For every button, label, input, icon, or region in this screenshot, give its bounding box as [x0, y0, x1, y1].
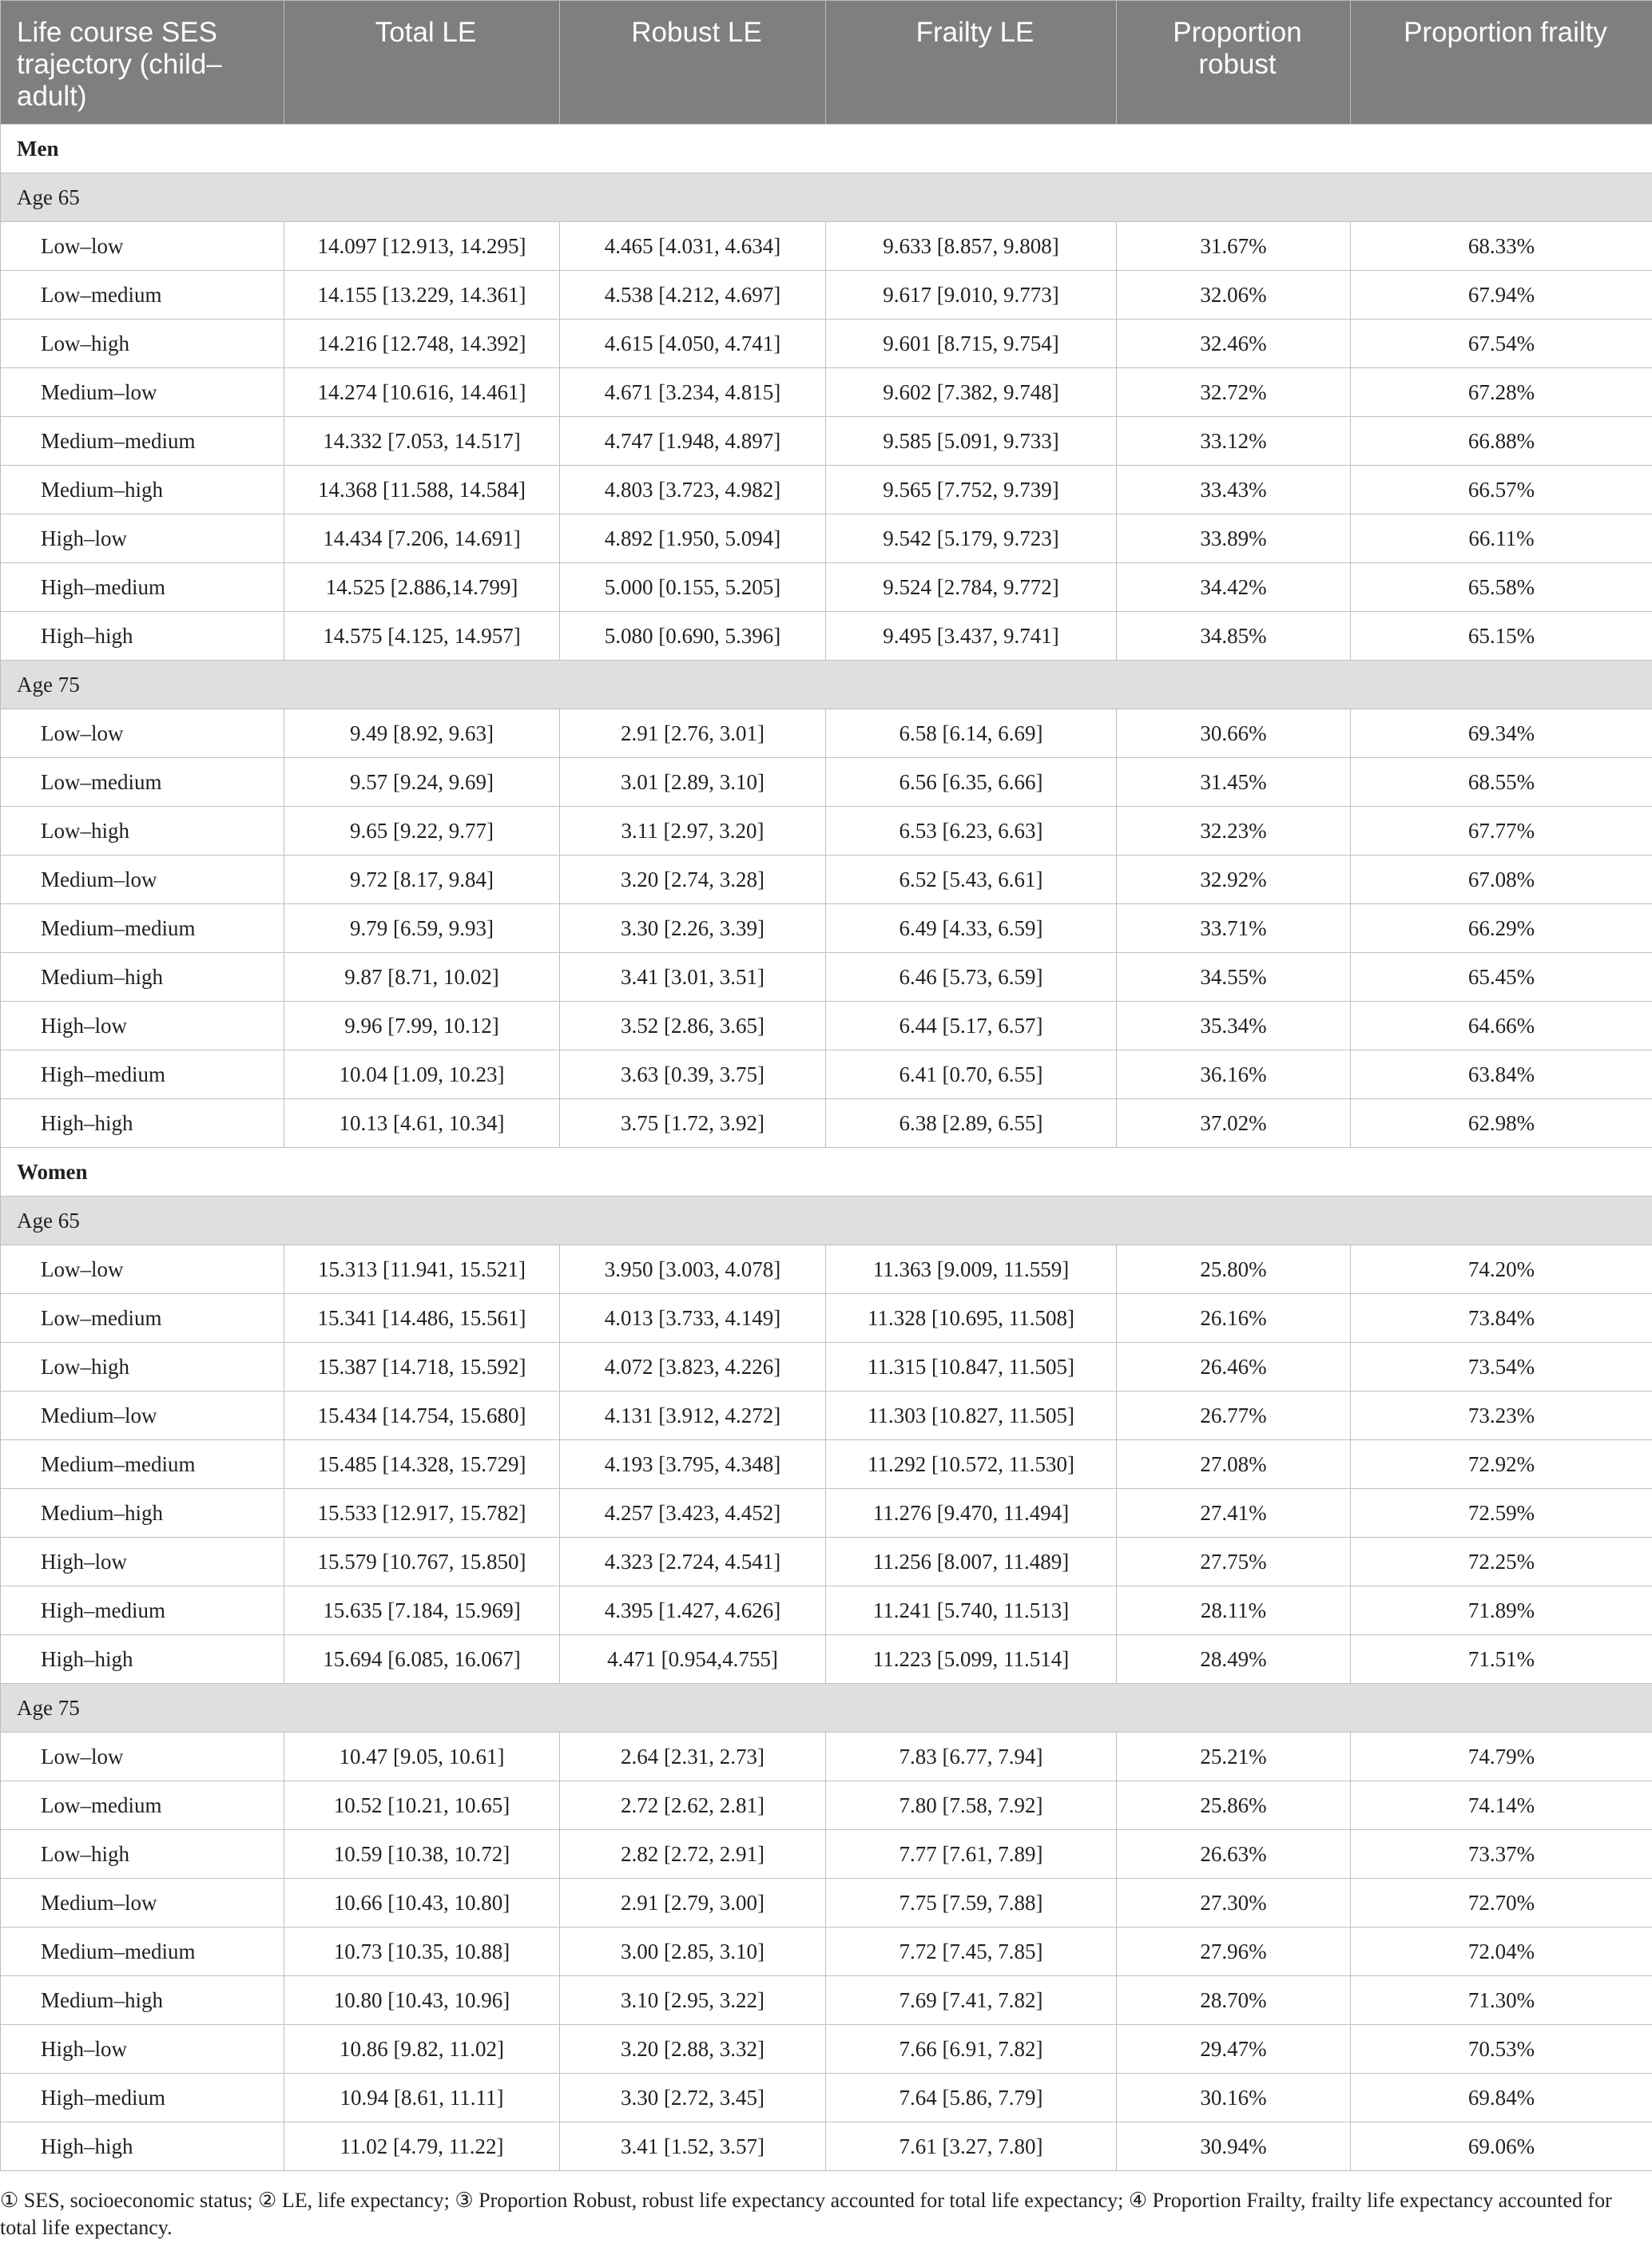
- table-row: [1, 1489, 1652, 1538]
- proportion-frailty-cell: 67.94%: [1351, 271, 1652, 320]
- robust-le-cell: 3.00 [2.85, 3.10]: [560, 1927, 826, 1976]
- trajectory-cell: Medium–high: [1, 466, 284, 514]
- proportion-frailty-cell: 73.84%: [1351, 1294, 1652, 1343]
- proportion-robust-cell: 28.49%: [1117, 1635, 1351, 1684]
- table-row: [1, 1586, 1652, 1635]
- total-le-cell: 9.57 [9.24, 9.69]: [284, 758, 560, 807]
- robust-le-cell: 3.11 [2.97, 3.20]: [560, 807, 826, 856]
- section-row: [1, 1148, 1652, 1197]
- frailty-le-cell: 9.617 [9.010, 9.773]: [826, 271, 1117, 320]
- total-le-cell: 10.52 [10.21, 10.65]: [284, 1781, 560, 1830]
- proportion-frailty-cell: 67.08%: [1351, 856, 1652, 904]
- robust-le-cell: 3.63 [0.39, 3.75]: [560, 1050, 826, 1099]
- frailty-le-cell: 9.601 [8.715, 9.754]: [826, 320, 1117, 368]
- robust-le-cell: 2.64 [2.31, 2.73]: [560, 1733, 826, 1781]
- trajectory-cell: Low–high: [1, 1830, 284, 1879]
- proportion-frailty-cell: 66.29%: [1351, 904, 1652, 953]
- frailty-le-cell: 6.38 [2.89, 6.55]: [826, 1099, 1117, 1148]
- table-row: [1, 904, 1652, 953]
- robust-le-cell: 4.395 [1.427, 4.626]: [560, 1586, 826, 1635]
- trajectory-cell: Medium–medium: [1, 417, 284, 466]
- total-le-cell: 9.49 [8.92, 9.63]: [284, 709, 560, 758]
- robust-le-cell: 4.323 [2.724, 4.541]: [560, 1538, 826, 1586]
- total-le-cell: 15.434 [14.754, 15.680]: [284, 1392, 560, 1440]
- frailty-le-cell: 7.83 [6.77, 7.94]: [826, 1733, 1117, 1781]
- trajectory-cell: Low–medium: [1, 758, 284, 807]
- robust-le-cell: 3.52 [2.86, 3.65]: [560, 1002, 826, 1050]
- proportion-frailty-cell: 65.58%: [1351, 563, 1652, 612]
- frailty-le-cell: 6.46 [5.73, 6.59]: [826, 953, 1117, 1002]
- total-le-cell: 10.13 [4.61, 10.34]: [284, 1099, 560, 1148]
- frailty-le-cell: 11.276 [9.470, 11.494]: [826, 1489, 1117, 1538]
- frailty-le-cell: 6.49 [4.33, 6.59]: [826, 904, 1117, 953]
- proportion-frailty-cell: 63.84%: [1351, 1050, 1652, 1099]
- total-le-cell: 9.96 [7.99, 10.12]: [284, 1002, 560, 1050]
- total-le-cell: 10.04 [1.09, 10.23]: [284, 1050, 560, 1099]
- frailty-le-cell: 7.64 [5.86, 7.79]: [826, 2074, 1117, 2122]
- robust-le-cell: 4.072 [3.823, 4.226]: [560, 1343, 826, 1392]
- proportion-frailty-cell: 72.92%: [1351, 1440, 1652, 1489]
- frailty-le-cell: 9.585 [5.091, 9.733]: [826, 417, 1117, 466]
- table-row: [1, 758, 1652, 807]
- proportion-frailty-cell: 67.28%: [1351, 368, 1652, 417]
- proportion-robust-cell: 34.55%: [1117, 953, 1351, 1002]
- frailty-le-cell: 9.565 [7.752, 9.739]: [826, 466, 1117, 514]
- robust-le-cell: 3.41 [3.01, 3.51]: [560, 953, 826, 1002]
- trajectory-cell: Low–high: [1, 807, 284, 856]
- proportion-frailty-cell: 71.89%: [1351, 1586, 1652, 1635]
- proportion-frailty-cell: 69.06%: [1351, 2122, 1652, 2171]
- table-row: [1, 1830, 1652, 1879]
- section-row: [1, 125, 1652, 173]
- table-row: [1, 320, 1652, 368]
- proportion-frailty-cell: 66.88%: [1351, 417, 1652, 466]
- robust-le-cell: 4.471 [0.954,4.755]: [560, 1635, 826, 1684]
- proportion-frailty-cell: 67.77%: [1351, 807, 1652, 856]
- frailty-le-cell: 6.53 [6.23, 6.63]: [826, 807, 1117, 856]
- robust-le-cell: 4.013 [3.733, 4.149]: [560, 1294, 826, 1343]
- robust-le-cell: 5.000 [0.155, 5.205]: [560, 563, 826, 612]
- trajectory-cell: Low–high: [1, 320, 284, 368]
- frailty-le-cell: 7.69 [7.41, 7.82]: [826, 1976, 1117, 2025]
- proportion-robust-cell: 32.92%: [1117, 856, 1351, 904]
- robust-le-cell: 4.803 [3.723, 4.982]: [560, 466, 826, 514]
- trajectory-cell: Medium–medium: [1, 904, 284, 953]
- frailty-le-cell: 9.524 [2.784, 9.772]: [826, 563, 1117, 612]
- proportion-frailty-cell: 72.04%: [1351, 1927, 1652, 1976]
- total-le-cell: 14.434 [7.206, 14.691]: [284, 514, 560, 563]
- age-group-label: Age 65: [1, 1197, 1652, 1245]
- table-row: [1, 1635, 1652, 1684]
- proportion-frailty-cell: 74.79%: [1351, 1733, 1652, 1781]
- proportion-robust-cell: 26.16%: [1117, 1294, 1351, 1343]
- table-row: [1, 1050, 1652, 1099]
- proportion-frailty-cell: 69.34%: [1351, 709, 1652, 758]
- total-le-cell: 9.87 [8.71, 10.02]: [284, 953, 560, 1002]
- table-row: [1, 1245, 1652, 1294]
- proportion-robust-cell: 32.46%: [1117, 320, 1351, 368]
- frailty-le-cell: 7.75 [7.59, 7.88]: [826, 1879, 1117, 1927]
- table-row: [1, 1343, 1652, 1392]
- table-row: [1, 953, 1652, 1002]
- proportion-frailty-cell: 72.70%: [1351, 1879, 1652, 1927]
- total-le-cell: 9.79 [6.59, 9.93]: [284, 904, 560, 953]
- robust-le-cell: 3.10 [2.95, 3.22]: [560, 1976, 826, 2025]
- trajectory-cell: Low–medium: [1, 1294, 284, 1343]
- header-proportion-frailty: Proportion frailty: [1351, 1, 1652, 125]
- trajectory-cell: Low–medium: [1, 1781, 284, 1830]
- proportion-robust-cell: 30.66%: [1117, 709, 1351, 758]
- table-row: [1, 514, 1652, 563]
- table-row: [1, 271, 1652, 320]
- table-row: [1, 1538, 1652, 1586]
- trajectory-cell: High–low: [1, 1002, 284, 1050]
- total-le-cell: 10.66 [10.43, 10.80]: [284, 1879, 560, 1927]
- robust-le-cell: 2.82 [2.72, 2.91]: [560, 1830, 826, 1879]
- total-le-cell: 11.02 [4.79, 11.22]: [284, 2122, 560, 2171]
- frailty-le-cell: 11.303 [10.827, 11.505]: [826, 1392, 1117, 1440]
- table-row: [1, 563, 1652, 612]
- trajectory-cell: High–medium: [1, 2074, 284, 2122]
- total-le-cell: 10.47 [9.05, 10.61]: [284, 1733, 560, 1781]
- total-le-cell: 10.94 [8.61, 11.11]: [284, 2074, 560, 2122]
- header-trajectory: Life course SES trajectory (child–adult): [1, 1, 284, 125]
- proportion-robust-cell: 29.47%: [1117, 2025, 1351, 2074]
- trajectory-cell: Medium–low: [1, 1879, 284, 1927]
- proportion-frailty-cell: 66.11%: [1351, 514, 1652, 563]
- header-row: [1, 1, 1652, 125]
- trajectory-cell: High–high: [1, 612, 284, 661]
- total-le-cell: 10.59 [10.38, 10.72]: [284, 1830, 560, 1879]
- robust-le-cell: 4.892 [1.950, 5.094]: [560, 514, 826, 563]
- trajectory-cell: Low–low: [1, 709, 284, 758]
- trajectory-cell: Medium–high: [1, 953, 284, 1002]
- robust-le-cell: 5.080 [0.690, 5.396]: [560, 612, 826, 661]
- frailty-le-cell: 9.495 [3.437, 9.741]: [826, 612, 1117, 661]
- frailty-le-cell: 6.44 [5.17, 6.57]: [826, 1002, 1117, 1050]
- header-robust-le: Robust LE: [560, 1, 826, 125]
- proportion-robust-cell: 25.80%: [1117, 1245, 1351, 1294]
- total-le-cell: 14.525 [2.886,14.799]: [284, 563, 560, 612]
- frailty-le-cell: 11.223 [5.099, 11.514]: [826, 1635, 1117, 1684]
- proportion-frailty-cell: 74.14%: [1351, 1781, 1652, 1830]
- trajectory-cell: High–high: [1, 1635, 284, 1684]
- proportion-robust-cell: 28.70%: [1117, 1976, 1351, 2025]
- proportion-frailty-cell: 62.98%: [1351, 1099, 1652, 1148]
- proportion-frailty-cell: 73.37%: [1351, 1830, 1652, 1879]
- table-row: [1, 417, 1652, 466]
- robust-le-cell: 4.538 [4.212, 4.697]: [560, 271, 826, 320]
- trajectory-cell: Low–low: [1, 222, 284, 271]
- frailty-le-cell: 11.292 [10.572, 11.530]: [826, 1440, 1117, 1489]
- robust-le-cell: 3.30 [2.72, 3.45]: [560, 2074, 826, 2122]
- table-row: [1, 807, 1652, 856]
- table-row: [1, 1294, 1652, 1343]
- table-row: [1, 1002, 1652, 1050]
- total-le-cell: 15.387 [14.718, 15.592]: [284, 1343, 560, 1392]
- age-group-label: Age 75: [1, 1684, 1652, 1733]
- section-label: Men: [1, 125, 1652, 173]
- table-row: [1, 2074, 1652, 2122]
- header-proportion-robust: Proportion robust: [1117, 1, 1351, 125]
- table-row: [1, 1099, 1652, 1148]
- proportion-frailty-cell: 73.23%: [1351, 1392, 1652, 1440]
- table-row: [1, 1976, 1652, 2025]
- proportion-frailty-cell: 67.54%: [1351, 320, 1652, 368]
- robust-le-cell: 2.91 [2.79, 3.00]: [560, 1879, 826, 1927]
- frailty-le-cell: 6.41 [0.70, 6.55]: [826, 1050, 1117, 1099]
- proportion-robust-cell: 34.42%: [1117, 563, 1351, 612]
- frailty-le-cell: 7.61 [3.27, 7.80]: [826, 2122, 1117, 2171]
- proportion-robust-cell: 26.63%: [1117, 1830, 1351, 1879]
- proportion-robust-cell: 34.85%: [1117, 612, 1351, 661]
- proportion-robust-cell: 26.77%: [1117, 1392, 1351, 1440]
- frailty-le-cell: 11.315 [10.847, 11.505]: [826, 1343, 1117, 1392]
- frailty-le-cell: 11.241 [5.740, 11.513]: [826, 1586, 1117, 1635]
- robust-le-cell: 3.20 [2.88, 3.32]: [560, 2025, 826, 2074]
- robust-le-cell: 2.91 [2.76, 3.01]: [560, 709, 826, 758]
- total-le-cell: 14.155 [13.229, 14.361]: [284, 271, 560, 320]
- age-group-label: Age 75: [1, 661, 1652, 709]
- proportion-frailty-cell: 72.25%: [1351, 1538, 1652, 1586]
- robust-le-cell: 4.465 [4.031, 4.634]: [560, 222, 826, 271]
- trajectory-cell: High–high: [1, 2122, 284, 2171]
- total-le-cell: 14.097 [12.913, 14.295]: [284, 222, 560, 271]
- table-row: [1, 1879, 1652, 1927]
- trajectory-cell: High–low: [1, 514, 284, 563]
- robust-le-cell: 4.671 [3.234, 4.815]: [560, 368, 826, 417]
- trajectory-cell: Medium–low: [1, 368, 284, 417]
- frailty-le-cell: 9.602 [7.382, 9.748]: [826, 368, 1117, 417]
- frailty-le-cell: 6.58 [6.14, 6.69]: [826, 709, 1117, 758]
- table-body: [1, 125, 1652, 2171]
- proportion-frailty-cell: 72.59%: [1351, 1489, 1652, 1538]
- total-le-cell: 9.65 [9.22, 9.77]: [284, 807, 560, 856]
- table-header: [1, 1, 1652, 125]
- frailty-le-cell: 7.66 [6.91, 7.82]: [826, 2025, 1117, 2074]
- proportion-frailty-cell: 69.84%: [1351, 2074, 1652, 2122]
- trajectory-cell: Medium–high: [1, 1489, 284, 1538]
- proportion-frailty-cell: 68.33%: [1351, 222, 1652, 271]
- total-le-cell: 14.332 [7.053, 14.517]: [284, 417, 560, 466]
- frailty-le-cell: 7.72 [7.45, 7.85]: [826, 1927, 1117, 1976]
- table-row: [1, 1927, 1652, 1976]
- proportion-frailty-cell: 71.51%: [1351, 1635, 1652, 1684]
- trajectory-cell: High–low: [1, 2025, 284, 2074]
- frailty-le-cell: 7.77 [7.61, 7.89]: [826, 1830, 1117, 1879]
- trajectory-cell: Low–high: [1, 1343, 284, 1392]
- total-le-cell: 15.579 [10.767, 15.850]: [284, 1538, 560, 1586]
- section-label: Women: [1, 1148, 1652, 1197]
- table-row: [1, 368, 1652, 417]
- proportion-frailty-cell: 73.54%: [1351, 1343, 1652, 1392]
- header-frailty-le: Frailty LE: [826, 1, 1117, 125]
- robust-le-cell: 4.257 [3.423, 4.452]: [560, 1489, 826, 1538]
- footnote-line-1: ① SES, socioeconomic status; ② LE, life expectancy; ③ Proportion Robust, robust life expectancy accounted for total life expectancy; ④ Proportion Frailty, frailty life expectancy accounted for: [0, 2189, 1612, 2212]
- trajectory-cell: Low–medium: [1, 271, 284, 320]
- robust-le-cell: 4.193 [3.795, 4.348]: [560, 1440, 826, 1489]
- proportion-frailty-cell: 74.20%: [1351, 1245, 1652, 1294]
- trajectory-cell: Medium–medium: [1, 1440, 284, 1489]
- trajectory-cell: Medium–medium: [1, 1927, 284, 1976]
- proportion-robust-cell: 32.23%: [1117, 807, 1351, 856]
- robust-le-cell: 3.01 [2.89, 3.10]: [560, 758, 826, 807]
- proportion-robust-cell: 27.96%: [1117, 1927, 1351, 1976]
- proportion-robust-cell: 33.71%: [1117, 904, 1351, 953]
- proportion-frailty-cell: 71.30%: [1351, 1976, 1652, 2025]
- frailty-le-cell: 9.633 [8.857, 9.808]: [826, 222, 1117, 271]
- table-row: [1, 709, 1652, 758]
- proportion-robust-cell: 25.86%: [1117, 1781, 1351, 1830]
- proportion-frailty-cell: 65.15%: [1351, 612, 1652, 661]
- robust-le-cell: 4.131 [3.912, 4.272]: [560, 1392, 826, 1440]
- frailty-le-cell: 11.363 [9.009, 11.559]: [826, 1245, 1117, 1294]
- proportion-robust-cell: 30.16%: [1117, 2074, 1351, 2122]
- robust-le-cell: 3.950 [3.003, 4.078]: [560, 1245, 826, 1294]
- trajectory-cell: Medium–low: [1, 1392, 284, 1440]
- proportion-robust-cell: 37.02%: [1117, 1099, 1351, 1148]
- age-group-row: [1, 1684, 1652, 1733]
- frailty-le-cell: 7.80 [7.58, 7.92]: [826, 1781, 1117, 1830]
- robust-le-cell: 2.72 [2.62, 2.81]: [560, 1781, 826, 1830]
- table-row: [1, 1733, 1652, 1781]
- frailty-le-cell: 6.52 [5.43, 6.61]: [826, 856, 1117, 904]
- trajectory-cell: High–medium: [1, 1586, 284, 1635]
- robust-le-cell: 4.747 [1.948, 4.897]: [560, 417, 826, 466]
- age-group-row: [1, 173, 1652, 222]
- header-total-le: Total LE: [284, 1, 560, 125]
- table-row: [1, 2122, 1652, 2171]
- total-le-cell: 15.635 [7.184, 15.969]: [284, 1586, 560, 1635]
- robust-le-cell: 4.615 [4.050, 4.741]: [560, 320, 826, 368]
- trajectory-cell: High–low: [1, 1538, 284, 1586]
- table-row: [1, 856, 1652, 904]
- table-row: [1, 2025, 1652, 2074]
- proportion-robust-cell: 36.16%: [1117, 1050, 1351, 1099]
- frailty-le-cell: 11.256 [8.007, 11.489]: [826, 1538, 1117, 1586]
- footnote-line-2: total life expectancy.: [0, 2216, 173, 2239]
- proportion-robust-cell: 30.94%: [1117, 2122, 1351, 2171]
- table-row: [1, 466, 1652, 514]
- total-le-cell: 15.533 [12.917, 15.782]: [284, 1489, 560, 1538]
- table-row: [1, 222, 1652, 271]
- total-le-cell: 14.368 [11.588, 14.584]: [284, 466, 560, 514]
- table-row: [1, 1781, 1652, 1830]
- robust-le-cell: 3.30 [2.26, 3.39]: [560, 904, 826, 953]
- robust-le-cell: 3.20 [2.74, 3.28]: [560, 856, 826, 904]
- footnote: [0, 2187, 1652, 2241]
- total-le-cell: 9.72 [8.17, 9.84]: [284, 856, 560, 904]
- proportion-robust-cell: 27.41%: [1117, 1489, 1351, 1538]
- total-le-cell: 15.313 [11.941, 15.521]: [284, 1245, 560, 1294]
- proportion-robust-cell: 27.08%: [1117, 1440, 1351, 1489]
- proportion-frailty-cell: 65.45%: [1351, 953, 1652, 1002]
- proportion-robust-cell: 26.46%: [1117, 1343, 1351, 1392]
- trajectory-cell: Low–low: [1, 1733, 284, 1781]
- frailty-le-cell: 6.56 [6.35, 6.66]: [826, 758, 1117, 807]
- proportion-robust-cell: 25.21%: [1117, 1733, 1351, 1781]
- proportion-robust-cell: 33.12%: [1117, 417, 1351, 466]
- total-le-cell: 10.73 [10.35, 10.88]: [284, 1927, 560, 1976]
- total-le-cell: 10.86 [9.82, 11.02]: [284, 2025, 560, 2074]
- robust-le-cell: 3.41 [1.52, 3.57]: [560, 2122, 826, 2171]
- trajectory-cell: High–medium: [1, 563, 284, 612]
- proportion-frailty-cell: 68.55%: [1351, 758, 1652, 807]
- proportion-frailty-cell: 70.53%: [1351, 2025, 1652, 2074]
- proportion-robust-cell: 35.34%: [1117, 1002, 1351, 1050]
- proportion-frailty-cell: 64.66%: [1351, 1002, 1652, 1050]
- trajectory-cell: Low–low: [1, 1245, 284, 1294]
- frailty-le-cell: 11.328 [10.695, 11.508]: [826, 1294, 1117, 1343]
- trajectory-cell: High–high: [1, 1099, 284, 1148]
- total-le-cell: 14.216 [12.748, 14.392]: [284, 320, 560, 368]
- proportion-robust-cell: 31.45%: [1117, 758, 1351, 807]
- age-group-row: [1, 661, 1652, 709]
- proportion-robust-cell: 31.67%: [1117, 222, 1351, 271]
- table-row: [1, 612, 1652, 661]
- age-group-label: Age 65: [1, 173, 1652, 222]
- total-le-cell: 14.274 [10.616, 14.461]: [284, 368, 560, 417]
- total-le-cell: 10.80 [10.43, 10.96]: [284, 1976, 560, 2025]
- robust-le-cell: 3.75 [1.72, 3.92]: [560, 1099, 826, 1148]
- proportion-frailty-cell: 66.57%: [1351, 466, 1652, 514]
- age-group-row: [1, 1197, 1652, 1245]
- proportion-robust-cell: 27.75%: [1117, 1538, 1351, 1586]
- proportion-robust-cell: 33.89%: [1117, 514, 1351, 563]
- trajectory-cell: High–medium: [1, 1050, 284, 1099]
- trajectory-cell: Medium–high: [1, 1976, 284, 2025]
- proportion-robust-cell: 28.11%: [1117, 1586, 1351, 1635]
- total-le-cell: 15.694 [6.085, 16.067]: [284, 1635, 560, 1684]
- proportion-robust-cell: 27.30%: [1117, 1879, 1351, 1927]
- total-le-cell: 15.341 [14.486, 15.561]: [284, 1294, 560, 1343]
- table-row: [1, 1392, 1652, 1440]
- proportion-robust-cell: 32.72%: [1117, 368, 1351, 417]
- total-le-cell: 14.575 [4.125, 14.957]: [284, 612, 560, 661]
- proportion-robust-cell: 33.43%: [1117, 466, 1351, 514]
- frailty-le-cell: 9.542 [5.179, 9.723]: [826, 514, 1117, 563]
- total-le-cell: 15.485 [14.328, 15.729]: [284, 1440, 560, 1489]
- table-row: [1, 1440, 1652, 1489]
- trajectory-cell: Medium–low: [1, 856, 284, 904]
- proportion-robust-cell: 32.06%: [1117, 271, 1351, 320]
